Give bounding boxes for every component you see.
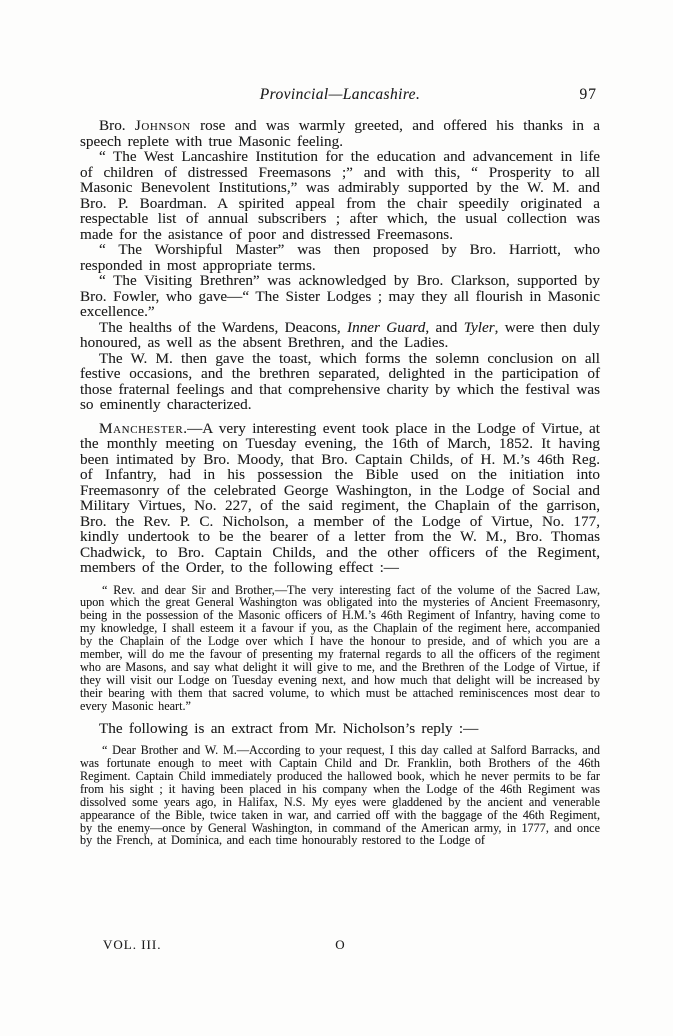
page-number: 97: [579, 86, 597, 103]
body-paragraph: [80, 273, 600, 320]
text-run: .—A very interesting event took place in the Lodge of Virtue, at the monthly meeting on Tuesday evening, the 16th of March, 1852. It having been intimated by Bro. Moody, that Bro. Captain Childs, of H. M.’s 46th Reg. of Infantry, had in his possession the Bible used on the initiation into Freemasonry of the celebrated George Washington, in the Lodge of Social and Military Virtues, No. 227, of the said regiment, the Chaplain of the garrison, Bro. the Rev. P. C. Nicholson, a member of the Lodge of Virtue, No. 177, kindly undertook to be the bearer of a letter from the W. M., Bro. Thomas Chadwick, to Bro. Captain Childs, and the other officers of the Regiment, members of the Order, to the following effect :—: [80, 419, 600, 576]
body-paragraph: [80, 320, 600, 351]
italic-text: Inner Guard: [347, 318, 426, 336]
quoted-letter-paragraph: [80, 584, 600, 713]
body-paragraph: [80, 421, 600, 576]
text-run: The W. M. then gave the toast, which forms the solemn conclusion on all festive occasions, and the brethren separated, delighted in the participation of those fraternal feelings and that comprehensive charity by which the festival was so eminently characterized.: [80, 349, 600, 413]
text-run: “ The Visiting Brethren” was acknowledged by Bro. Clarkson, supported by Bro. Fowler, who gave—“ The Sister Lodges ; may they all flourish in Masonic excellence.”: [80, 272, 600, 320]
text-run: rose and was warmly greeted, and offered his thanks in a speech replete with true Masonic feeling.: [80, 117, 601, 150]
body-paragraph: [80, 721, 600, 737]
text-run: Bro.: [99, 117, 135, 134]
text-run: The following is an extract from Mr. Nicholson’s reply :—: [99, 719, 479, 737]
body-paragraph: [80, 149, 600, 242]
text-run: The healths of the Wardens, Deacons,: [99, 318, 348, 336]
body-paragraph: [80, 351, 600, 413]
small-caps-name: Johnson: [134, 117, 191, 134]
text-run: , were then duly honoured, as well as the absent Brethren, and the Ladies.: [80, 318, 601, 351]
page-body: [80, 118, 600, 847]
text-run: “ The West Lancashire Institution for the education and advancement in life of children of distressed Freemasons ;” and with this, “ Prosperity to all Masonic Benevolent Institutions,” was admirably supported by the W. M. and Bro. P. Boardman. A spirited appeal from the chair speedily originated a respectable list of annual subscribers ; after which, the usual collection was made for the asistance of poor and distressed Freemasons.: [80, 148, 600, 243]
signature-mark: O: [335, 937, 345, 952]
small-caps-name: Manchester: [99, 419, 184, 437]
running-title: Provincial—Lancashire.: [259, 86, 421, 103]
quoted-letter-paragraph: [80, 744, 600, 847]
italic-text: Tyler: [463, 318, 495, 336]
text-run: “ The Worshipful Master” was then proposed by Bro. Harriott, who responded in most appropriate terms.: [80, 241, 600, 274]
volume-label: VOL. III.: [103, 937, 162, 952]
body-paragraph: [80, 118, 600, 149]
page-footer: [80, 937, 600, 952]
body-paragraph: [80, 242, 600, 273]
text-run: , and: [425, 318, 464, 336]
page-header: [80, 86, 600, 103]
text-run: “ Rev. and dear Sir and Brother,—The very interesting fact of the volume of the Sacred Law, upon which the great General Washington was obligated into the mysteries of Ancient Freemasonry, being in the possession of the Masonic officers of H.M.’s 46th Regiment of Infantry, having come to my knowledge, I shall esteem it a favour if you, as the Chaplain of the regiment here, accompanied by the Chaplain of the Lodge over which I have the honour to preside, and of which you are a member, will do me the favour of presenting my fraternal regards to all the officers of the regiment who are Masons, and say what delight it will give to me, and the Brethren of the Lodge of Virtue, if they will visit our Lodge on Tuesday evening next, and how much that delight will be increased by their bearing with them that sacred volume, to which must be attached reminiscences most dear to every Masonic heart.”: [80, 582, 600, 713]
text-run: “ Dear Brother and W. M.—According to your request, I this day called at Salford Barracks, and was fortunate enough to meet with Captain Child and Dr. Franklin, both Brothers of the 46th Regiment. Captain Child immediately produced the hallowed book, which he never permits to be far from his sight ; it having been placed in his company when the Lodge of the 46th Regiment was dissolved some years ago, in Halifax, N.S. My eyes were gladdened by the ancient and venerable appearance of the Bible, twice taken in war, and carried off with the baggage of the 46th Regiment, by the enemy—once by General Washington, in command of the American army, in 1777, and once by the French, at Dominica, and each time honourably restored to the Lodge of: [80, 743, 600, 848]
